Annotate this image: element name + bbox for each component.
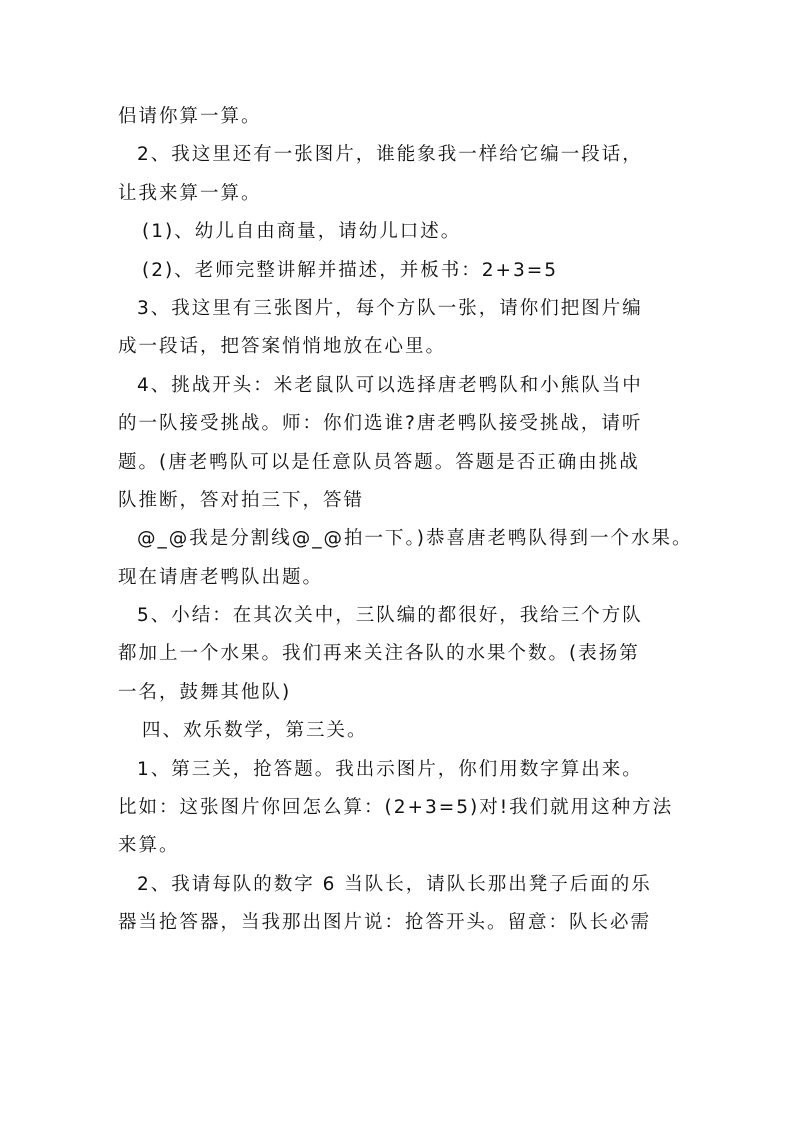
- document-body: [118, 98, 718, 943]
- text-line: (2)、老师完整讲解并描述，并板书：2+3=5: [142, 259, 559, 281]
- text-line: 2、我这里还有一张图片，谁能象我一样给它编一段话，: [137, 144, 643, 166]
- text-line: 器当抢答器，当我那出图片说：抢答开头。留意：队长必需: [118, 912, 652, 934]
- text-line: 的一队接受挑战。师：你们选谁?唐老鸭队接受挑战，请听: [118, 413, 643, 435]
- text-line: 2、我请每队的数字 6 当队长，请队长那出凳子后面的乐: [137, 873, 652, 895]
- text-line: 1、第三关，抢答题。我出示图片，你们用数字算出来。: [137, 758, 643, 780]
- text-line: 成一段话，把答案悄悄地放在心里。: [118, 336, 447, 358]
- text-line: 5、小结：在其次关中，三队编的都很好，我给三个方队: [137, 605, 643, 627]
- text-line: 队推断，答对拍三下，答错: [118, 489, 365, 511]
- text-line: 都加上一个水果。我们再来关注各队的水果个数。(表扬第: [118, 643, 640, 665]
- text-line: 题。(唐老鸭队可以是任意队员答题。答题是否正确由挑战: [118, 451, 640, 473]
- text-line: 让我来算一算。: [118, 182, 262, 204]
- text-line: 现在请唐老鸭队出题。: [118, 566, 324, 588]
- text-line: 比如：这张图片你回怎么算：(2+3=5)对!我们就用这种方法: [118, 797, 674, 819]
- text-line: 一名，鼓舞其他队): [118, 681, 292, 703]
- text-line: (1)、幼儿自由商量，请幼儿口述。: [142, 221, 462, 243]
- text-line: 3、我这里有三张图片，每个方队一张，请你们把图片编: [137, 297, 643, 319]
- text-line: @_@我是分割线@_@拍一下。)恭喜唐老鸭队得到一个水果。: [137, 528, 693, 550]
- section-heading: 四、欢乐数学，第三关。: [142, 720, 368, 742]
- text-line: 侣请你算一算。: [118, 106, 262, 127]
- text-line: 4、挑战开头：米老鼠队可以选择唐老鸭队和小熊队当中: [137, 374, 643, 396]
- text-line: 来算。: [118, 835, 180, 857]
